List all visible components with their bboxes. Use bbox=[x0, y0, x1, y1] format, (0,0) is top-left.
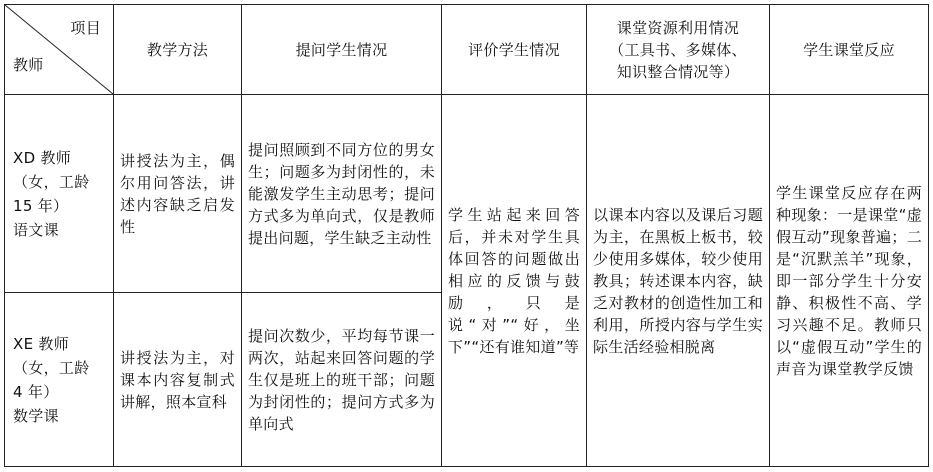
evaluate-cell: 学生站起来回答后，并未对学生具体回答的问题做出相应的反馈与鼓励，只是说“对”“好，坐下”“还有谁知道”等 bbox=[442, 95, 587, 467]
header-evaluate: 评价学生情况 bbox=[442, 5, 587, 95]
teacher-line: 15 年） bbox=[13, 196, 69, 215]
header-resource-line: （工具书、多媒体、 bbox=[609, 40, 747, 59]
corner-label-teacher: 教师 bbox=[13, 56, 44, 74]
question-cell: 提问照顾到不同方位的男女生；问题多为封闭性的，未能激发学生主动思考；提问方式多为单向式，仅是教师提出问题，学生缺乏主动性 bbox=[242, 95, 442, 293]
method-cell: 讲授法为主，偶尔用问答法，讲述内容缺乏启发性 bbox=[114, 95, 242, 293]
corner-label-item: 项目 bbox=[70, 19, 101, 37]
reaction-cell: 学生课堂反应存在两种现象：一是课堂“虚假互动”现象普遍；二是“沉默羔羊”现象，即一部分学生十分安静、积极性不高、学习兴趣不足。教师只以“虚假互动”学生的声音为课堂教学反馈 bbox=[770, 95, 929, 467]
teacher-line: 数学课 bbox=[13, 406, 59, 425]
teacher-line: 语文课 bbox=[13, 220, 59, 239]
teacher-cell bbox=[5, 293, 114, 467]
teacher-line: 4 年） bbox=[13, 382, 59, 401]
table-row bbox=[5, 95, 929, 293]
teacher-cell bbox=[5, 95, 114, 293]
header-question: 提问学生情况 bbox=[242, 5, 442, 95]
teacher-line: （女，工龄 bbox=[13, 172, 90, 191]
header-resource-line: 课堂资源利用情况 bbox=[616, 18, 740, 37]
header-method: 教学方法 bbox=[114, 5, 242, 95]
teacher-line: （女，工龄 bbox=[13, 358, 90, 377]
header-resource-line: 知识整合情况等） bbox=[616, 62, 740, 81]
resource-cell: 以课本内容以及课后习题为主，在黑板上板书，较少使用多媒体，较少使用教具；转述课本内容，缺乏对教材的创造性加工和利用，所授内容与学生实际生活经验相脱离 bbox=[587, 95, 770, 467]
teacher-line: XD 教师 bbox=[13, 148, 72, 167]
teacher-line: XE 教师 bbox=[13, 334, 70, 353]
teacher-comparison-table bbox=[4, 4, 929, 467]
method-cell: 讲授法为主，对课本内容复制式讲解，照本宣科 bbox=[114, 293, 242, 467]
question-cell: 提问次数少，平均每节课一两次，站起来回答问题的学生仅是班上的班干部；问题为封闭性的；提问方式多为单向式 bbox=[242, 293, 442, 467]
corner-header-cell bbox=[5, 5, 114, 95]
header-reaction: 学生课堂反应 bbox=[770, 5, 929, 95]
header-row bbox=[5, 5, 929, 95]
header-resource bbox=[587, 5, 770, 95]
